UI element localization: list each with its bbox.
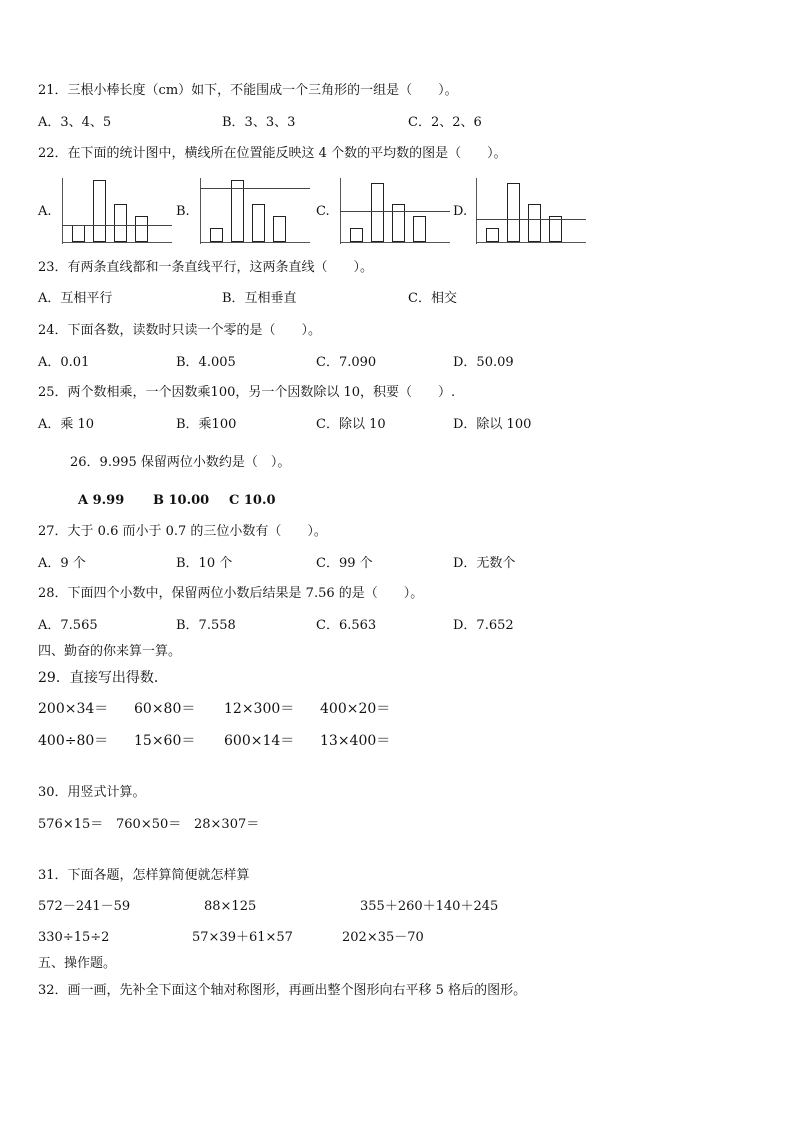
chart-bar [350, 228, 363, 242]
section-5-heading: 五、操作题。 [38, 956, 117, 971]
q29-item: 200×34＝ [38, 701, 109, 717]
q25-option-c[interactable]: C．除以 10 [316, 417, 386, 432]
chart-bar [371, 183, 384, 242]
q27-stem: 27．大于 0.6 而小于 0.7 的三位小数有（ ）。 [38, 524, 327, 539]
q22-option-a-label[interactable]: A. [38, 204, 52, 219]
q28-option-d[interactable]: D．7.652 [453, 618, 514, 633]
q27-option-a[interactable]: A．9 个 [38, 556, 86, 571]
q25-option-d[interactable]: D．除以 100 [453, 417, 532, 432]
q31-item: 88×125 [204, 899, 257, 914]
q21-option-b[interactable]: B．3、3、3 [222, 115, 296, 130]
chart-average-line [340, 211, 450, 212]
q30-stem: 30．用竖式计算。 [38, 785, 146, 800]
q27-option-d[interactable]: D．无数个 [453, 556, 516, 571]
q28-option-b[interactable]: B．7.558 [176, 618, 236, 633]
q22-chart-c[interactable] [340, 178, 450, 244]
q22-option-b-label[interactable]: B. [176, 204, 190, 219]
q29-item: 15×60＝ [134, 733, 196, 749]
chart-bar [507, 183, 520, 242]
q22-stem: 22．在下面的统计图中，横线所在位置能反映这 4 个数的平均数的图是（ ）。 [38, 146, 507, 161]
chart-bar [252, 204, 265, 242]
q31-item: 330÷15÷2 [38, 930, 110, 945]
q28-stem: 28．下面四个小数中，保留两位小数后结果是 7.56 的是（ ）。 [38, 586, 424, 601]
chart-bar [135, 216, 148, 242]
chart-x-axis [340, 242, 450, 243]
section-4-heading: 四、勤奋的你来算一算。 [38, 644, 182, 659]
q29-item: 400×20＝ [320, 701, 391, 717]
q21-option-c[interactable]: C．2、2、6 [408, 115, 482, 130]
q29-item: 400÷80＝ [38, 733, 109, 749]
q23-option-a[interactable]: A．互相平行 [38, 291, 113, 306]
q30-item: 760×50＝ [116, 817, 182, 832]
q29-item: 13×400＝ [320, 733, 391, 749]
q28-option-a[interactable]: A．7.565 [38, 618, 98, 633]
q29-stem: 29．直接写出得数． [38, 670, 168, 686]
chart-x-axis [200, 242, 310, 243]
chart-x-axis [476, 242, 586, 243]
chart-y-axis [62, 178, 63, 244]
q23-stem: 23．有两条直线都和一条直线平行，这两条直线（ ）。 [38, 260, 374, 275]
chart-bar [528, 204, 541, 242]
q24-option-c[interactable]: C．7.090 [316, 355, 377, 370]
q25-option-a[interactable]: A．乘 10 [38, 417, 95, 432]
q26-option-b[interactable]: B 10.00 [153, 493, 210, 508]
chart-bar [210, 228, 223, 242]
q21-stem: 21．三根小棒长度（cm）如下，不能围成一个三角形的一组是（ ）。 [38, 83, 458, 98]
q21-option-a[interactable]: A．3、4、5 [38, 115, 112, 130]
q22-chart-d[interactable] [476, 178, 586, 244]
chart-average-line [200, 188, 310, 189]
chart-bar [114, 204, 127, 242]
q22-chart-b[interactable] [200, 178, 310, 244]
q29-item: 600×14＝ [224, 733, 295, 749]
q32-stem: 32．画一画，先补全下面这个轴对称图形，再画出整个图形向右平移 5 格后的图形。 [38, 983, 527, 998]
q24-stem: 24．下面各数，读数时只读一个零的是（ ）。 [38, 323, 322, 338]
q27-option-b[interactable]: B．10 个 [176, 556, 233, 571]
chart-bar [231, 180, 244, 242]
q30-item: 28×307＝ [194, 817, 260, 832]
chart-bar [486, 228, 499, 242]
q31-item: 202×35－70 [342, 930, 424, 945]
chart-bar [273, 216, 286, 242]
chart-bar [93, 180, 106, 242]
q26-option-a[interactable]: A 9.99 [78, 493, 125, 508]
chart-bar [413, 216, 426, 242]
q24-option-b[interactable]: B．4.005 [176, 355, 236, 370]
q27-option-c[interactable]: C．99 个 [316, 556, 373, 571]
q22-option-d-label[interactable]: D. [453, 204, 468, 219]
q23-option-c[interactable]: C．相交 [408, 291, 457, 306]
q30-item: 576×15＝ [38, 817, 104, 832]
q25-stem: 25．两个数相乘，一个因数乘100，另一个因数除以 10，积要（ ）. [38, 385, 456, 400]
q25-option-b[interactable]: B．乘100 [176, 417, 237, 432]
q29-item: 12×300＝ [224, 701, 295, 717]
chart-bar [392, 204, 405, 242]
q31-item: 572－241－59 [38, 899, 131, 914]
q22-chart-a[interactable] [62, 178, 172, 244]
chart-bar [72, 225, 85, 242]
q31-item: 57×39＋61×57 [192, 930, 293, 945]
q31-stem: 31．下面各题，怎样算简便就怎样算 [38, 868, 250, 883]
q23-option-b[interactable]: B．互相垂直 [222, 291, 297, 306]
q31-item: 355＋260＋140＋245 [360, 899, 499, 914]
q28-option-c[interactable]: C．6.563 [316, 618, 377, 633]
q26-option-c[interactable]: C 10.0 [229, 493, 276, 508]
q29-item: 60×80＝ [134, 701, 196, 717]
q24-option-d[interactable]: D．50.09 [453, 355, 514, 370]
chart-x-axis [62, 242, 172, 243]
q24-option-a[interactable]: A．0.01 [38, 355, 90, 370]
chart-average-line [62, 225, 172, 226]
chart-y-axis [476, 178, 477, 244]
q26-stem: 26．9.995 保留两位小数约是（ ）。 [70, 455, 291, 470]
q22-option-c-label[interactable]: C. [316, 204, 330, 219]
chart-average-line [476, 219, 586, 220]
